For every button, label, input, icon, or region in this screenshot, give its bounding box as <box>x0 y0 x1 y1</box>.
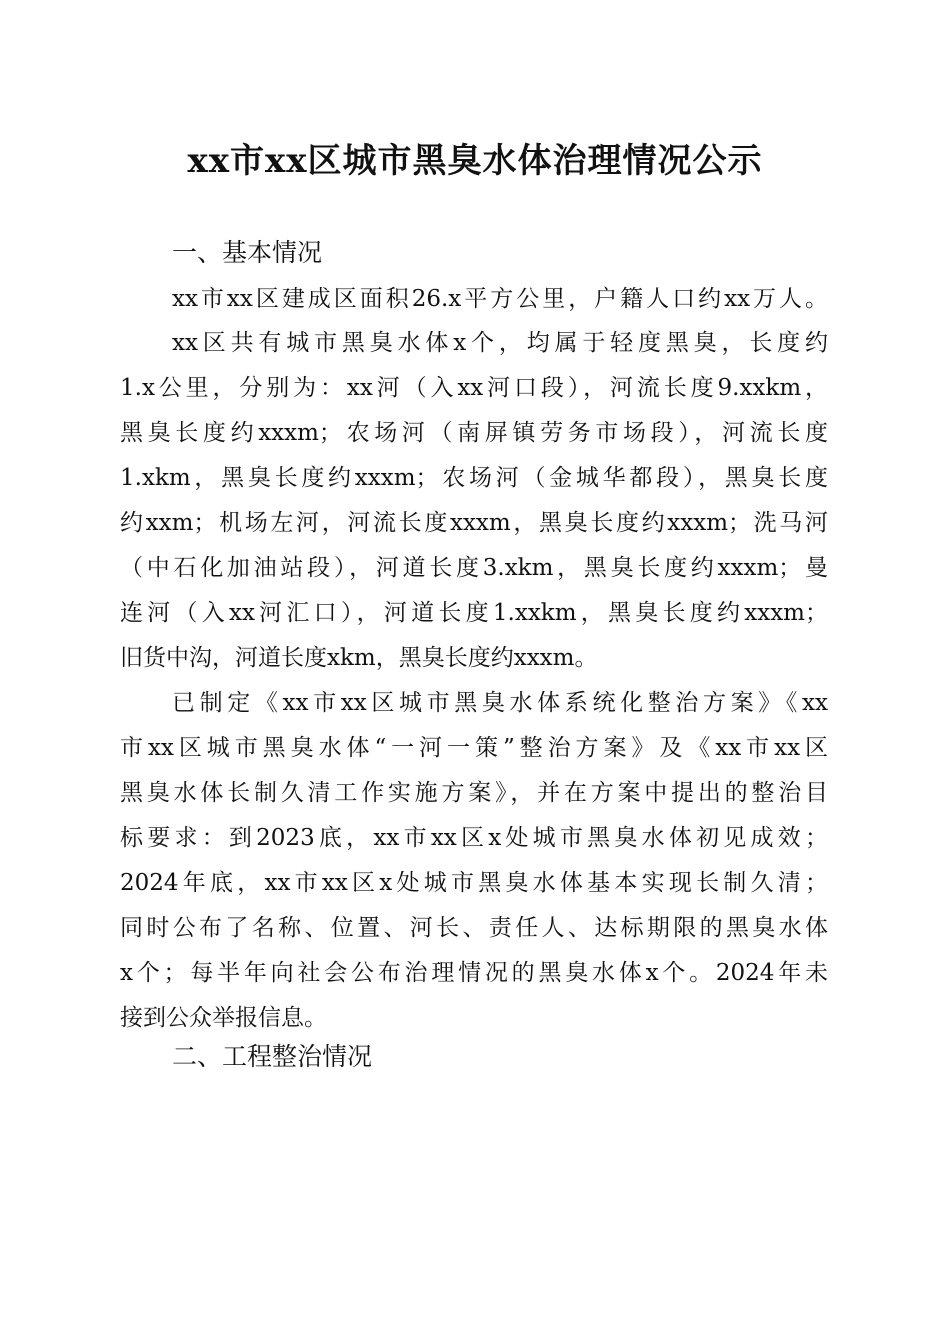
paragraph-2-line-6: （中石化加油站段），河道长度3.xkm，黑臭长度约xxxm；曼 <box>120 555 828 581</box>
paragraph-2-line-1: xx区共有城市黑臭水体x个，均属于轻度黑臭，长度约 <box>172 330 828 356</box>
paragraph-3-line-5: 2024年底，xx市xx区x处城市黑臭水体基本实现长制久清； <box>120 870 828 896</box>
paragraph-2-line-5: 约xxm；机场左河，河流长度xxxm，黑臭长度约xxxm；洗马河 <box>120 510 828 536</box>
paragraph-2-line-3: 黑臭长度约xxxm；农场河（南屏镇劳务市场段），河流长度 <box>120 420 828 446</box>
paragraph-3-line-3: 黑臭水体长制久清工作实施方案》，并在方案中提出的整治目 <box>120 780 828 806</box>
section-heading-basic-situation: 一、基本情况 <box>172 238 323 267</box>
paragraph-3-line-4: 标要求：到2023底，xx市xx区x处城市黑臭水体初见成效； <box>120 825 828 851</box>
paragraph-2-line-2: 1.x公里，分别为：xx河（入xx河口段），河流长度9.xxkm， <box>120 375 828 401</box>
paragraph-3-line-8: 接到公众举报信息。 <box>120 1005 327 1031</box>
paragraph-3-line-7: x个；每半年向社会公布治理情况的黑臭水体x个。2024年未 <box>120 960 828 986</box>
paragraph-2-line-8: 旧货中沟，河道长度xkm，黑臭长度约xxxm。 <box>120 645 598 671</box>
paragraph-3-line-6: 同时公布了名称、位置、河长、责任人、达标期限的黑臭水体 <box>120 915 828 941</box>
paragraph-2-line-4: 1.xkm，黑臭长度约xxxm；农场河（金城华都段），黑臭长度 <box>120 465 828 491</box>
paragraph-3-line-2: 市xx区城市黑臭水体“一河一策”整治方案》及《xx市xx区 <box>120 735 828 761</box>
paragraph-1-line-1: xx市xx区建成区面积26.x平方公里，户籍人口约xx万人。 <box>172 286 828 312</box>
document-title: xx市xx区城市黑臭水体治理情况公示 <box>187 141 763 181</box>
section-heading-engineering: 二、工程整治情况 <box>172 1042 373 1071</box>
paragraph-2-line-7: 连河（入xx河汇口），河道长度1.xxkm，黑臭长度约xxxm； <box>120 600 828 626</box>
paragraph-3-line-1: 已制定《xx市xx区城市黑臭水体系统化整治方案》《xx <box>172 690 828 716</box>
